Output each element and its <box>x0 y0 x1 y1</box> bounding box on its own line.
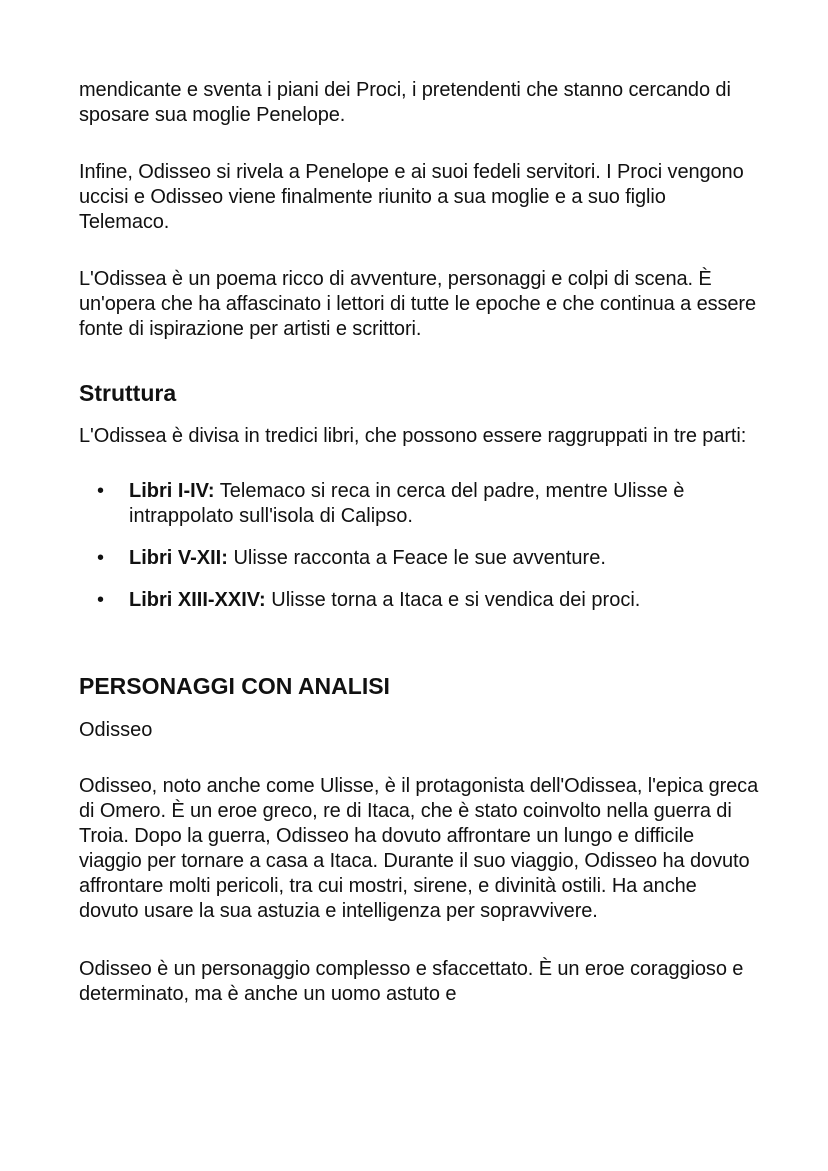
bullet-icon: • <box>97 480 105 502</box>
list-item <box>97 588 759 613</box>
list-item <box>97 479 759 529</box>
paragraph-struttura-intro: L'Odissea è divisa in tredici libri, che possono essere raggruppati in tre parti: <box>79 425 747 447</box>
books-list <box>79 479 759 613</box>
paragraph-odisseo-intro: Odisseo, noto anche come Ulisse, è il protagonista dell'Odissea, l'epica greca di Omero. È un eroe greco, re di Itaca, che è stato coinvolto nella guerra di Troia. Dopo la guerra, Odisseo ha dovuto affrontare un lungo e difficile viaggio per tornare a casa a Itaca. Durante il suo viaggio, Odisseo ha dovuto affrontare molti pericoli, tra cui mostri, sirene, e divinità ostili. Ha anche dovuto usare la sua astuzia e intelligenza per sopravvivere. <box>79 775 759 922</box>
paragraph-odisseo-carattere: Odisseo è un personaggio complesso e sfaccettato. È un eroe coraggioso e determinato, ma è anche un uomo astuto e <box>79 958 744 1005</box>
list-item <box>97 546 759 571</box>
list-item-text: Ulisse torna a Itaca e si vendica dei proci. <box>265 589 641 611</box>
document-page <box>79 78 759 1007</box>
heading-odisseo: Odisseo <box>79 719 153 741</box>
list-item-text: Telemaco si reca in cerca del padre, mentre Ulisse è intrappolato sull'isola di Calipso. <box>129 480 685 527</box>
paragraph-proci: mendicante e sventa i piani dei Proci, i pretendenti che stanno cercando di sposare sua moglie Penelope. <box>79 79 731 126</box>
paragraph-odissea-poema: L'Odissea è un poema ricco di avventure, personaggi e colpi di scena. È un'opera che ha affascinato i lettori di tutte le epoche e che continua a essere fonte di ispirazione per artisti e scrittori. <box>79 268 757 340</box>
heading-struttura: Struttura <box>79 380 177 406</box>
paragraph-rivelazione: Infine, Odisseo si rivela a Penelope e ai suoi fedeli servitori. I Proci vengono uccisi e Odisseo viene finalmente riunito a sua moglie e a suo figlio Telemaco. <box>79 161 744 233</box>
list-item-label: Libri V-XII: <box>129 547 228 569</box>
list-item-label: Libri I-IV: <box>129 480 215 502</box>
bullet-icon: • <box>97 589 105 611</box>
list-item-label: Libri XIII-XXIV: <box>129 589 266 611</box>
bullet-icon: • <box>97 547 105 569</box>
heading-personaggi: PERSONAGGI CON ANALISI <box>79 673 390 699</box>
list-item-text: Ulisse racconta a Feace le sue avventure. <box>227 547 606 569</box>
